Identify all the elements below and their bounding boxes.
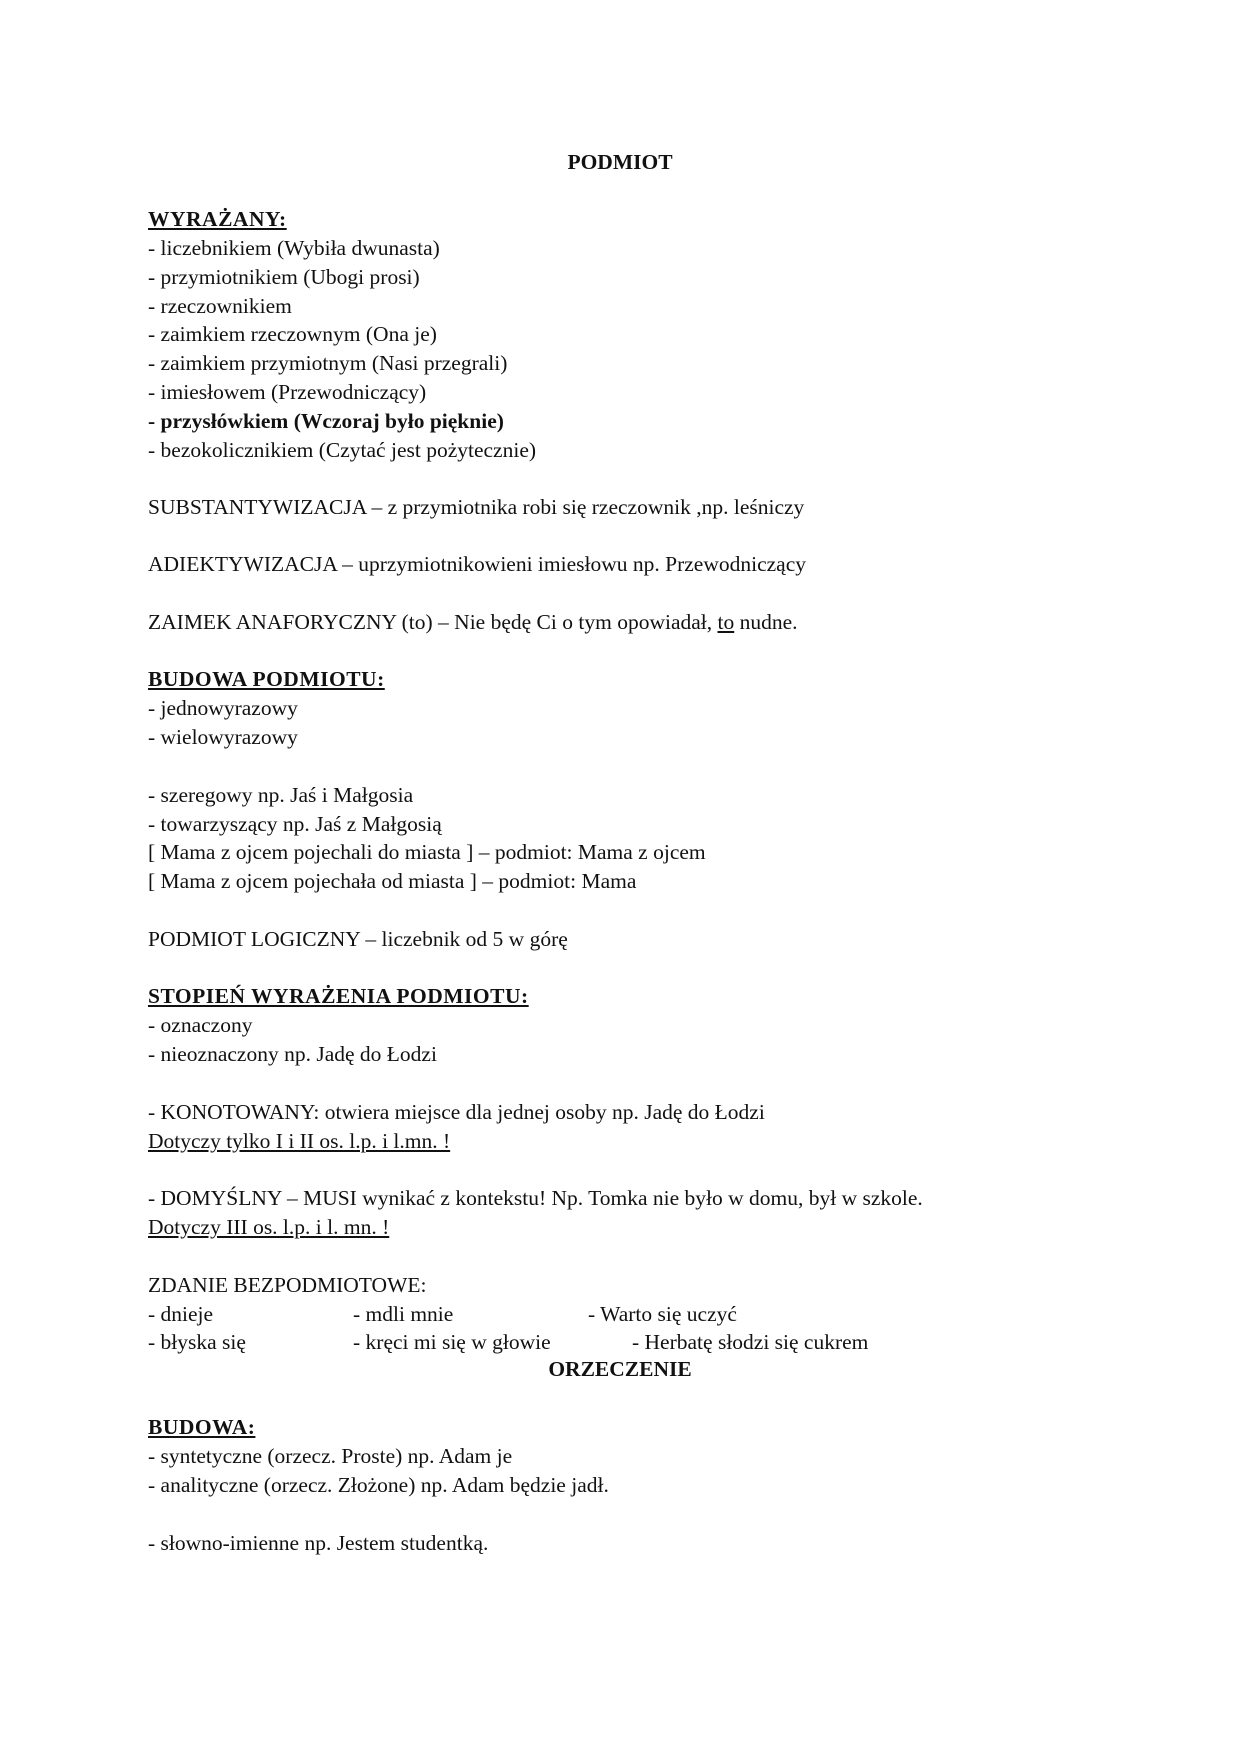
adiektywizacja-definition: ADIEKTYWIZACJA – uprzymiotnikowieni imiesłowu np. Przewodniczący — [148, 552, 807, 576]
list-item: - słowno-imienne np. Jestem studentką. — [148, 1531, 489, 1555]
domyslny-definition: - DOMYŚLNY – MUSI wynikać z kontekstu! Np. Tomka nie było w domu, był w szkole. — [148, 1186, 923, 1210]
konotowany-note: Dotyczy tylko I i II os. l.p. i l.mn. ! — [148, 1129, 451, 1153]
example-line: [ Mama z ojcem pojechali do miasta ] – podmiot: Mama z ojcem — [148, 840, 706, 864]
example-cell: - Warto się uczyć — [588, 1302, 737, 1326]
list-item: - liczebnikiem (Wybiła dwunasta) — [148, 236, 440, 260]
list-item: - imiesłowem (Przewodniczący) — [148, 380, 427, 404]
list-item: - zaimkiem rzeczownym (Ona je) — [148, 322, 437, 346]
list-item: - bezokolicznikiem (Czytać jest pożytecznie) — [148, 438, 537, 462]
list-item: - szeregowy np. Jaś i Małgosia — [148, 783, 414, 807]
section-heading-budowa-podmiotu: BUDOWA PODMIOTU: — [148, 667, 385, 691]
list-item: - nieoznaczony np. Jadę do Łodzi — [148, 1042, 437, 1066]
list-item: - rzeczownikiem — [148, 294, 292, 318]
podmiot-logiczny-definition: PODMIOT LOGICZNY – liczebnik od 5 w górę — [148, 927, 568, 951]
zaimek-text-end: nudne. — [734, 610, 798, 634]
section-title-orzeczenie: ORZECZENIE — [548, 1357, 692, 1381]
zaimek-anaforyczny-definition — [148, 608, 798, 636]
example-cell: - błyska się — [148, 1330, 246, 1354]
example-cell: - Herbatę słodzi się cukrem — [632, 1330, 869, 1354]
list-item: - towarzyszący np. Jaś z Małgosią — [148, 812, 442, 836]
section-heading-budowa: BUDOWA: — [148, 1415, 256, 1439]
example-cell: - mdli mnie — [353, 1302, 454, 1326]
zaimek-underlined-word: to — [717, 610, 735, 634]
section-heading-wyrazany: WYRAŻANY: — [148, 207, 287, 231]
domyslny-note: Dotyczy III os. l.p. i l. mn. ! — [148, 1215, 390, 1239]
example-cell: - dnieje — [148, 1302, 214, 1326]
section-heading-stopien: STOPIEŃ WYRAŻENIA PODMIOTU: — [148, 984, 529, 1008]
section-heading-bezpodmiotowe: ZDANIE BEZPODMIOTOWE: — [148, 1273, 427, 1297]
list-item: - analityczne (orzecz. Złożone) np. Adam będzie jadł. — [148, 1473, 609, 1497]
list-item: - przymiotnikiem (Ubogi prosi) — [148, 265, 420, 289]
list-item-bold: - przysłówkiem (Wczoraj było pięknie) — [148, 409, 504, 433]
list-item: - oznaczony — [148, 1013, 253, 1037]
list-item: - syntetyczne (orzecz. Proste) np. Adam je — [148, 1444, 513, 1468]
page-title: PODMIOT — [567, 150, 673, 174]
list-item: - zaimkiem przymiotnym (Nasi przegrali) — [148, 351, 508, 375]
example-cell: - kręci mi się w głowie — [353, 1330, 551, 1354]
substantywizacja-definition: SUBSTANTYWIZACJA – z przymiotnika robi się rzeczownik ,np. leśniczy — [148, 495, 805, 519]
konotowany-definition: - KONOTOWANY: otwiera miejsce dla jednej osoby np. Jadę do Łodzi — [148, 1100, 765, 1124]
list-item: - jednowyrazowy — [148, 696, 298, 720]
zaimek-text: ZAIMEK ANAFORYCZNY (to) – Nie będę Ci o tym opowiadał, — [148, 610, 718, 634]
list-item: - wielowyrazowy — [148, 725, 298, 749]
example-line: [ Mama z ojcem pojechała od miasta ] – podmiot: Mama — [148, 869, 637, 893]
